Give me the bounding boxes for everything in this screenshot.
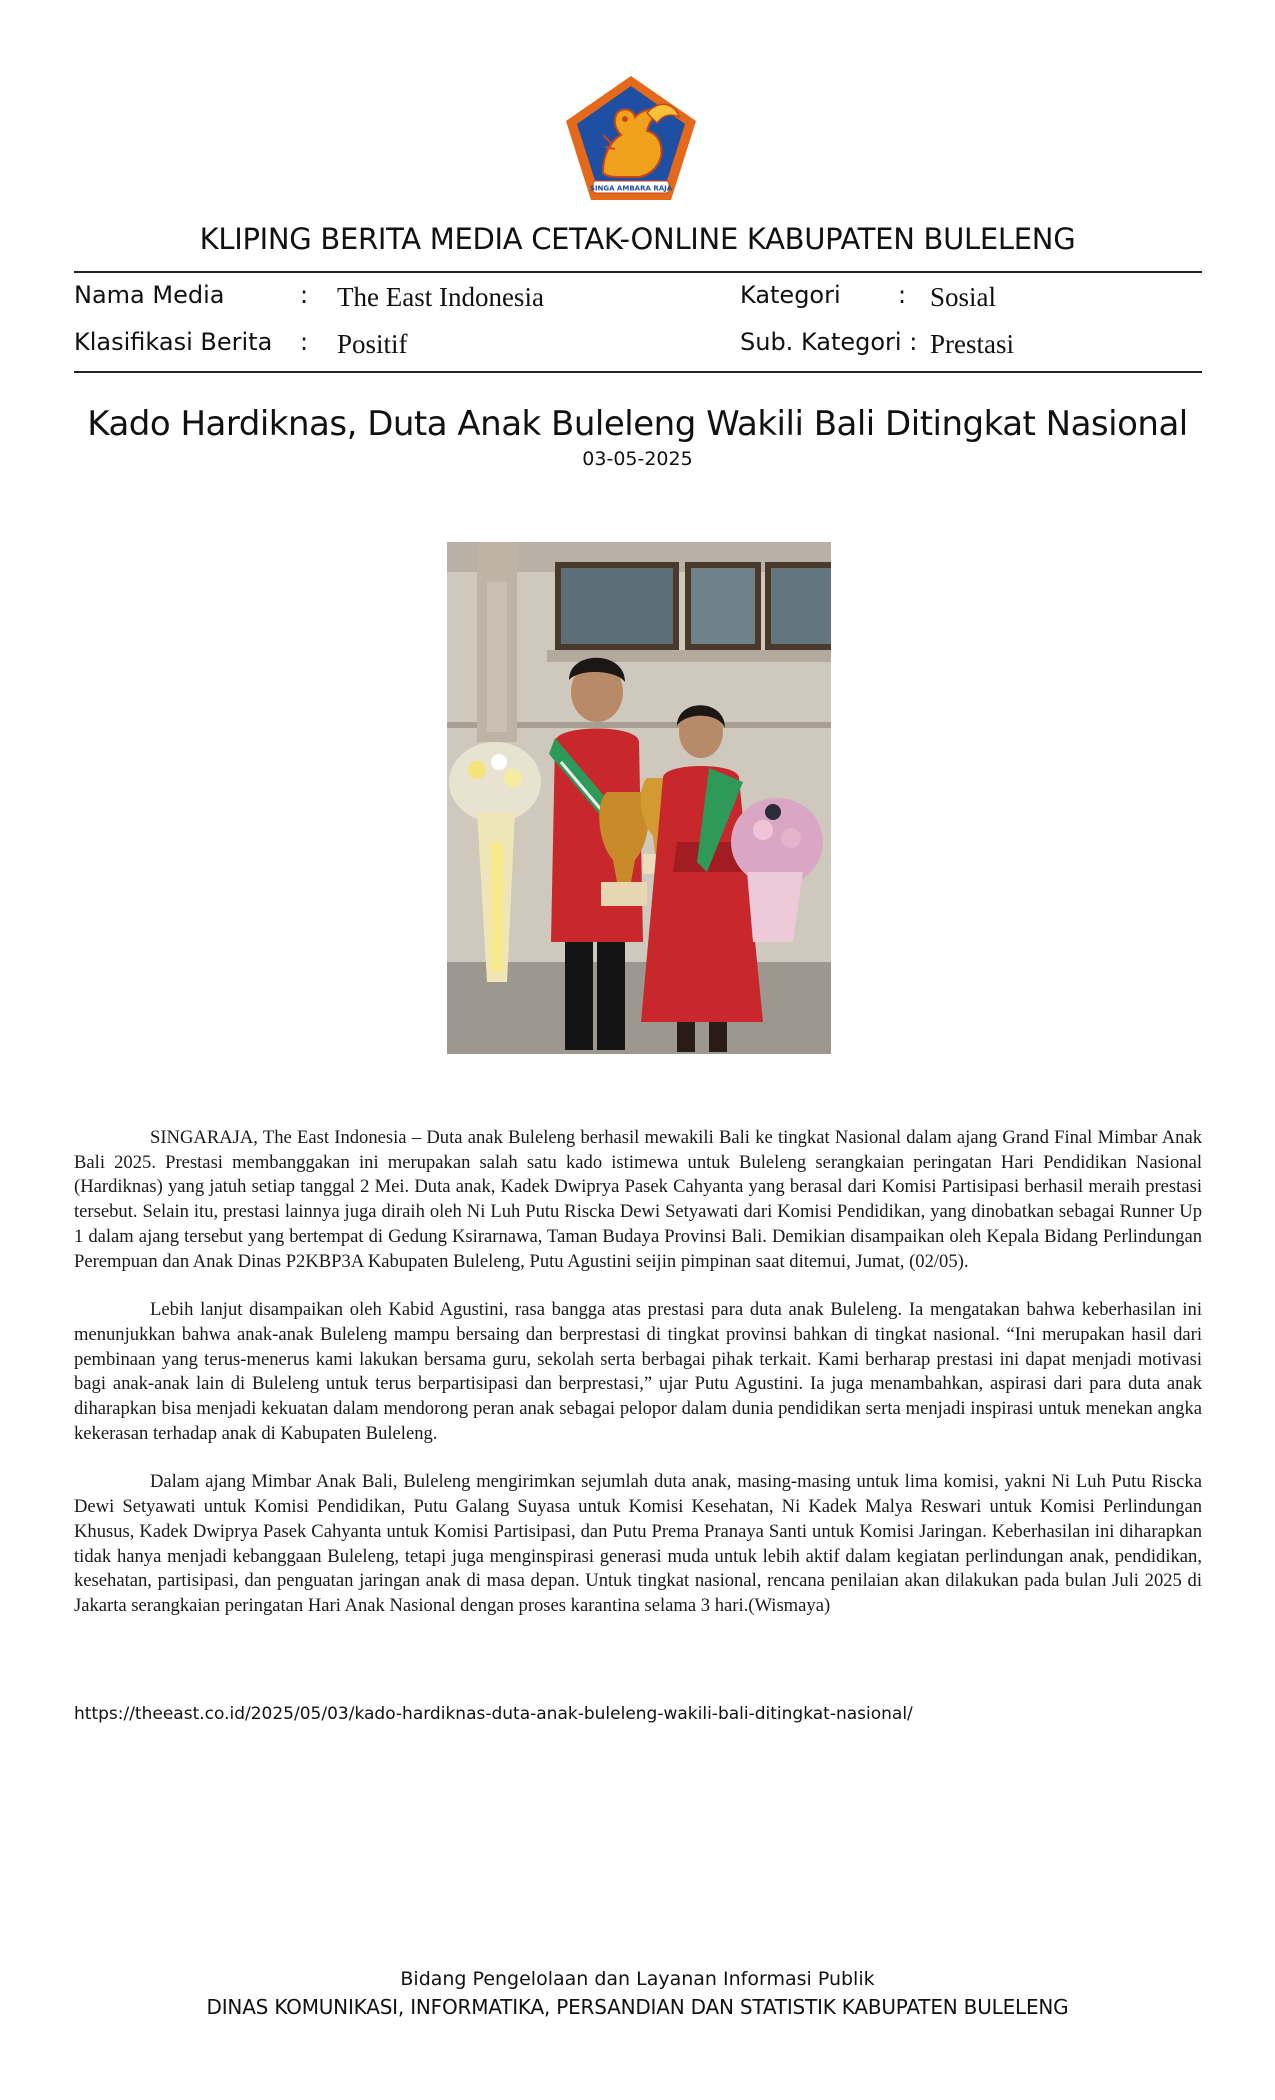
article-paragraph: SINGARAJA, The East Indonesia – Duta anak Buleleng berhasil mewakili Bali ke tingkat Nasional dalam ajang Grand Final Mimbar Anak Bali 2025. Prestasi membanggakan ini merupakan salah satu kado istimewa untuk Buleleng serangkaian peringatan Hari Pendidikan Nasional (Hardiknas) yang jatuh setiap tanggal 2 Mei. Duta anak, Kadek Dwiprya Pasek Cahyanta yang berasal dari Komisi Partisipasi berhasil meraih prestasi tersebut. Selain itu, prestasi lainnya juga diraih oleh Ni Luh Putu Riscka Dewi Setyawati dari Komisi Pendidikan, yang dinobatkan sebagai Runner Up 1 dalam ajang tersebut yang bertempat di Gedung Ksirarnawa, Taman Budaya Provinsi Bali. Demikian disampaikan oleh Kepala Bidang Perlindungan Perempuan dan Anak Dinas P2KBP3A Kabupaten Buleleng, Putu Agustini seijin pimpinan saat ditemui, Jumat, (02/05). xyxy=(74,1127,1202,1272)
award-winners-photo-icon xyxy=(447,542,831,1054)
category-label: Kategori xyxy=(740,281,841,309)
article-body xyxy=(74,1126,1202,1643)
article-paragraph: Lebih lanjut disampaikan oleh Kabid Agustini, rasa bangga atas prestasi para duta anak Buleleng. Ia mengatakan bahwa keberhasilan ini menunjukkan bahwa anak-anak Buleleng mampu bersaing dan berprestasi di tingkat provinsi bahkan di tingkat nasional. “Ini merupakan hasil dari pembinaan yang terus-menerus kami lakukan bersama guru, sekolah serta berbagai pihak terkait. Kami berharap prestasi ini dapat menjadi motivasi bagi anak-anak lain di Buleleng untuk terus berpartisipasi dan berprestasi,” ujar Putu Agustini. Ia juga menambahkan, aspirasi dari para duta anak diharapkan bisa menjadi kekuatan dalam mendorong peran anak sebagai pelopor dalam dunia pendidikan serta menjadi inspirasi untuk menekan angka kekerasan terhadap anak di Kabupaten Buleleng. xyxy=(74,1299,1202,1444)
classification-label: Klasifikasi Berita xyxy=(74,328,273,356)
document-header-title: KLIPING BERITA MEDIA CETAK-ONLINE KABUPATEN BULELENG xyxy=(199,222,1076,256)
media-name-colon: : xyxy=(300,281,309,309)
meta-divider xyxy=(74,371,1202,373)
top-divider xyxy=(74,271,1202,273)
classification-colon: : xyxy=(300,328,309,356)
media-name-label: Nama Media xyxy=(74,281,225,309)
regency-emblem-logo xyxy=(563,73,699,203)
source-url-link[interactable]: https://theeast.co.id/2025/05/03/kado-hardiknas-duta-anak-buleleng-wakili-bali-ditingkat-nasional/ xyxy=(74,1704,913,1724)
footer-division-name: Bidang Pengelolaan dan Layanan Informasi Publik xyxy=(400,1968,875,1990)
subcategory-value: Prestasi xyxy=(930,329,1014,359)
article-title: Kado Hardiknas, Duta Anak Buleleng Wakili Bali Ditingkat Nasional xyxy=(87,404,1188,444)
emblem-motto-text: SINGA AMBARA RAJA xyxy=(589,184,673,193)
category-value: Sosial xyxy=(930,282,997,312)
article-photo xyxy=(447,542,831,1054)
article-date: 03-05-2025 xyxy=(582,448,693,470)
category-colon: : xyxy=(898,281,907,309)
classification-value: Positif xyxy=(337,329,408,359)
subcategory-label: Sub. Kategori : xyxy=(740,328,918,356)
article-paragraph: Dalam ajang Mimbar Anak Bali, Buleleng mengirimkan sejumlah duta anak, masing-masing untuk lima komisi, yakni Ni Luh Putu Riscka Dewi Setyawati untuk Komisi Pendidikan, Putu Galang Suyasa untuk Komisi Kesehatan, Ni Kadek Malya Reswari untuk Komisi Perlindungan Khusus, Kadek Dwiprya Pasek Cahyanta untuk Komisi Partisipasi, dan Putu Prema Pranaya Santi untuk Komisi Jaringan. Keberhasilan ini diharapkan tidak hanya menjadi kebanggaan Buleleng, tetapi juga menginspirasi generasi muda untuk lebih aktif dalam kegiatan perlindungan anak, pendidikan, kesehatan, partisipasi, dan penguatan jaringan anak di masa depan. Untuk tingkat nasional, rencana penilaian akan dilakukan pada bulan Juli 2025 di Jakarta serangkaian peringatan Hari Anak Nasional dengan proses karantina selama 3 hari.(Wismaya) xyxy=(74,1471,1202,1616)
footer-agency-name: DINAS KOMUNIKASI, INFORMATIKA, PERSANDIAN DAN STATISTIK KABUPATEN BULELENG xyxy=(206,1995,1069,2019)
media-name-value: The East Indonesia xyxy=(337,282,544,312)
singa-ambara-raja-emblem-icon xyxy=(563,73,699,203)
